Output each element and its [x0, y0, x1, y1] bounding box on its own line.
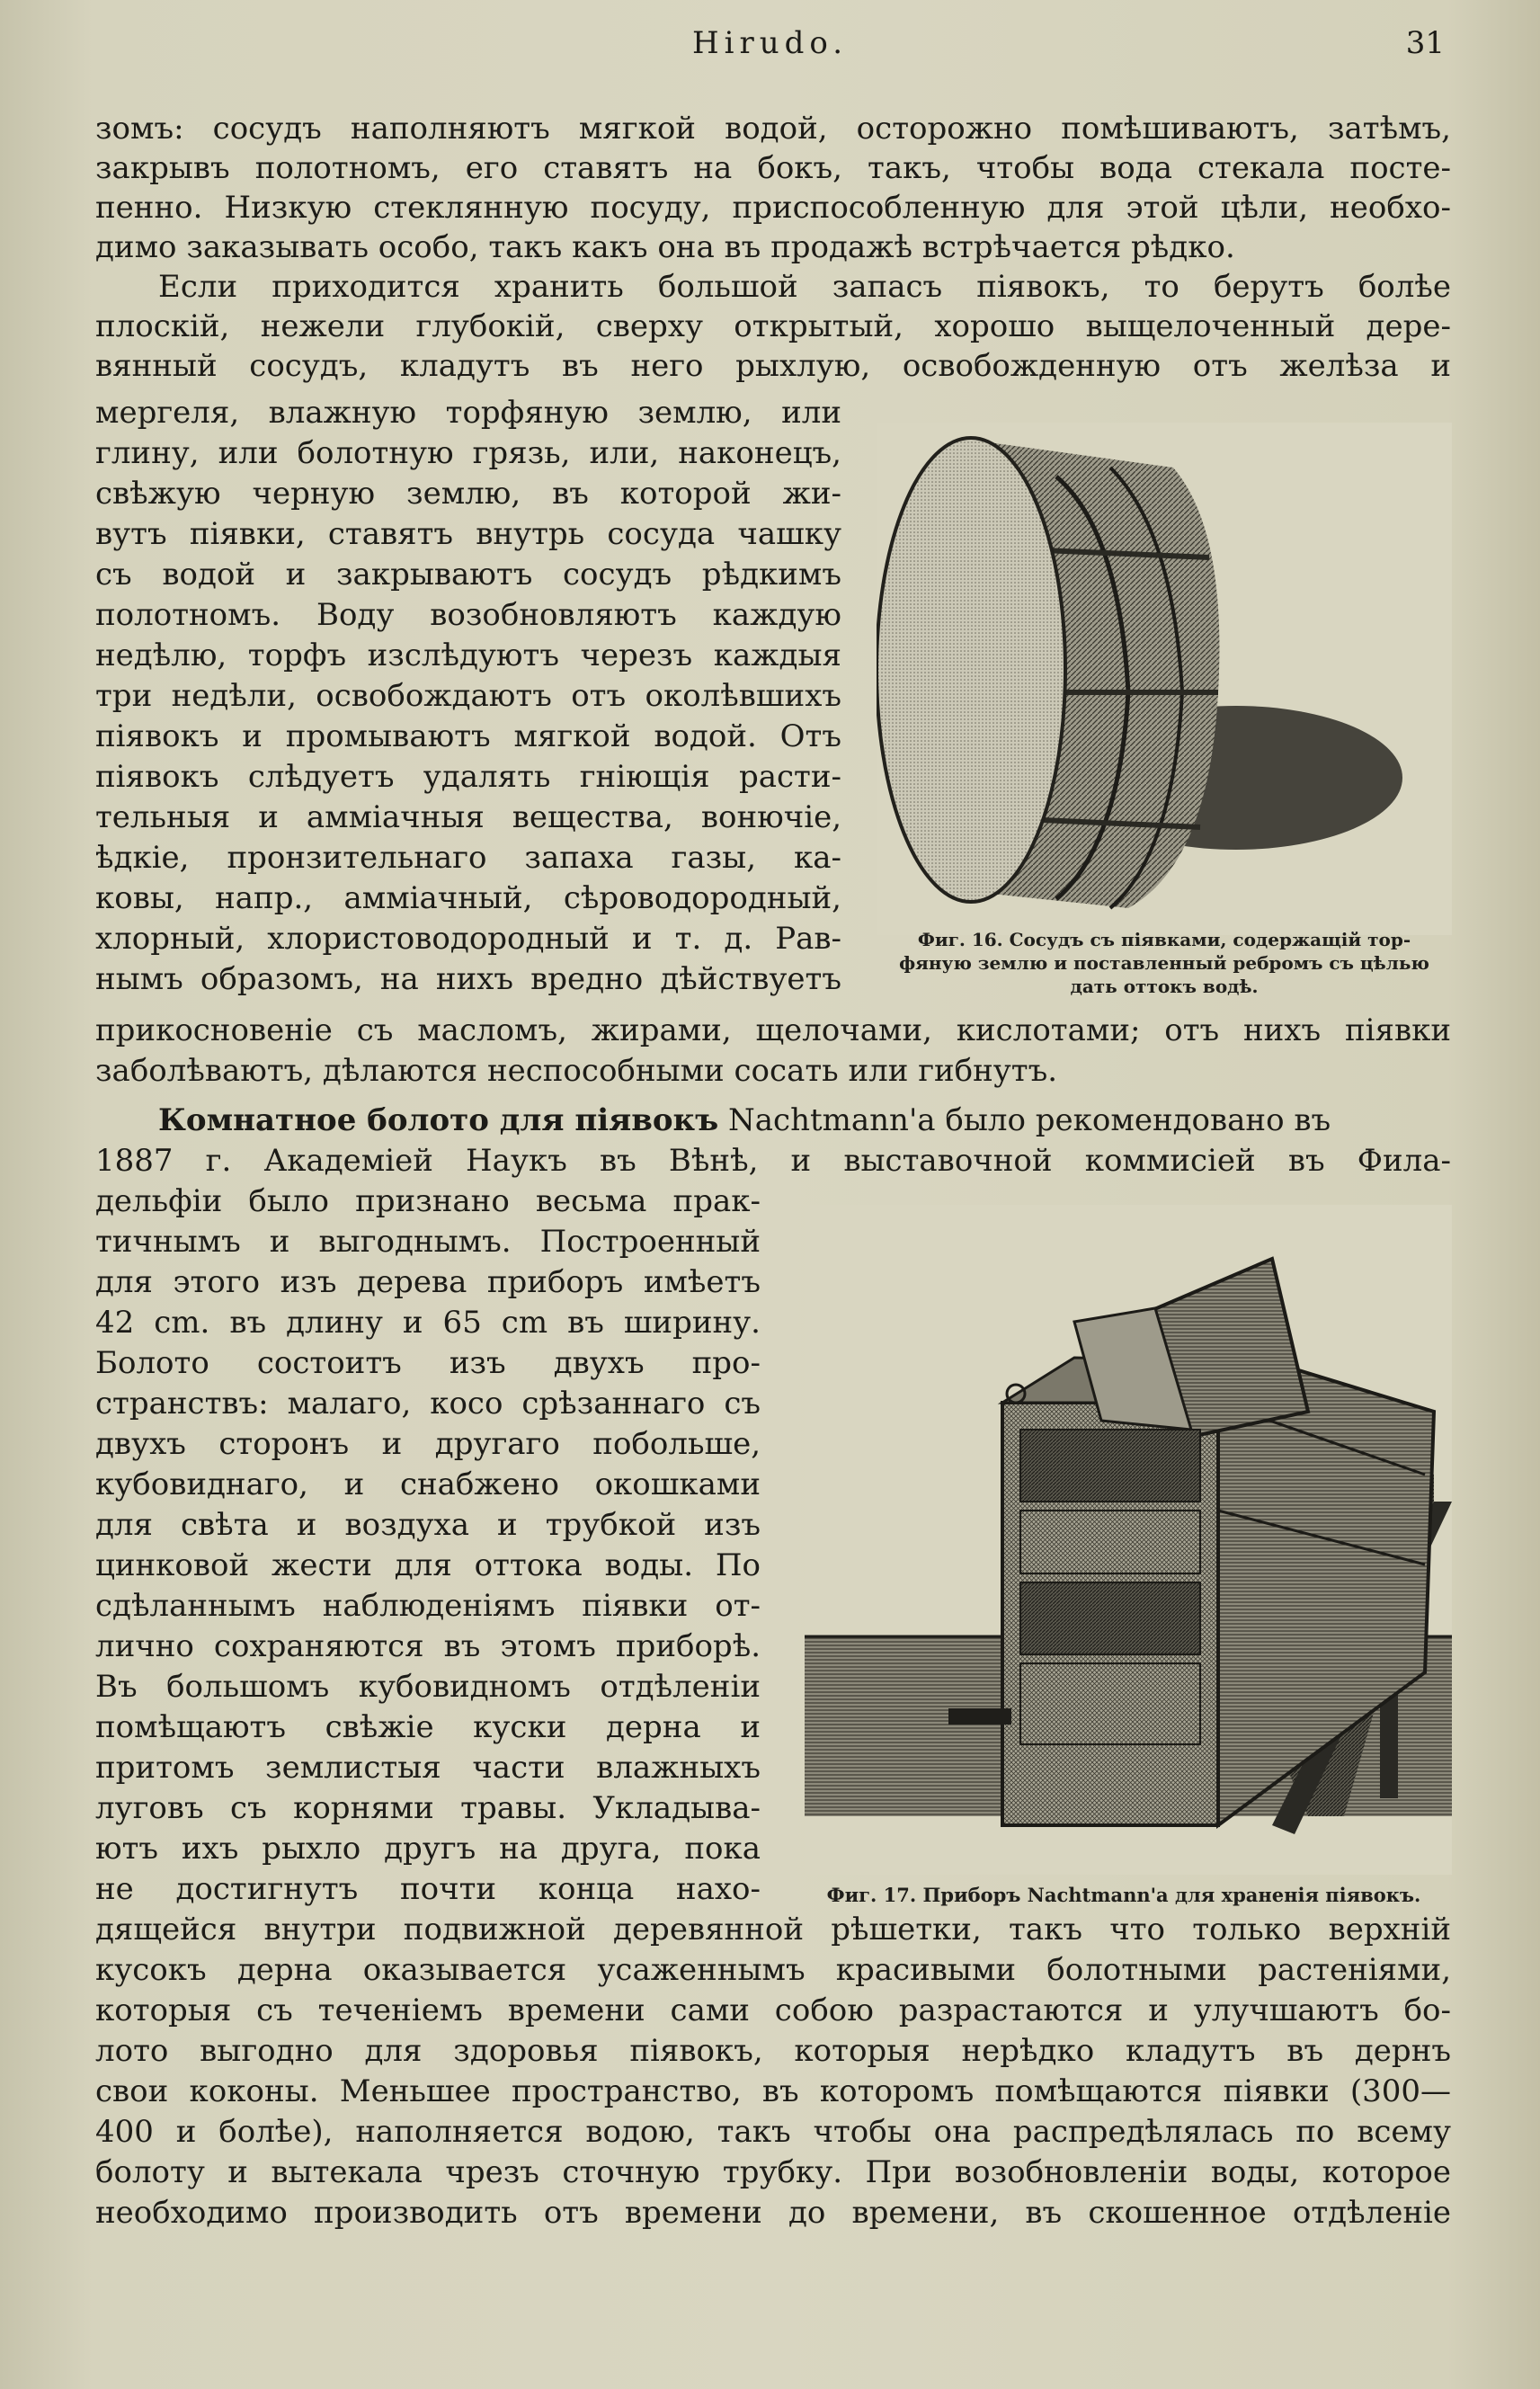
- text-line: пенно. Низкую стеклянную посуду, приспособленную для этой цѣли, необхо-: [95, 190, 1451, 226]
- text-line: которыя съ теченіемъ времени сами собою разрастаются и улучшаютъ бо-: [95, 1992, 1451, 2028]
- text-line: съ водой и закрываютъ сосудъ рѣдкимъ: [95, 557, 841, 593]
- running-head-title: Hirudo.: [691, 25, 849, 61]
- text-line: странствъ: малаго, косо срѣзаннаго съ: [95, 1386, 761, 1422]
- text-line: болоту и вытекала чрезъ сточную трубку. При возобновленіи воды, которое: [95, 2154, 1451, 2190]
- figure-17: [805, 1205, 1452, 1875]
- text-line: цинковой жести для оттока воды. По: [95, 1547, 761, 1583]
- section-line: [158, 1101, 1451, 1139]
- text-line: дящейся внутри подвижной деревянной рѣшетки, такъ что только верхній: [95, 1912, 1451, 1948]
- text-line: вянный сосудъ, кладутъ въ него рыхлую, освобожденную отъ желѣза и: [95, 348, 1451, 384]
- text-line: 42 cm. въ длину и 65 cm въ ширину.: [95, 1305, 761, 1341]
- text-line: кусокъ дерна оказывается усаженнымъ красивыми болотными растеніями,: [95, 1952, 1451, 1988]
- figure-16: [877, 423, 1452, 935]
- text-line: для свѣта и воздуха и трубкой изъ: [95, 1507, 761, 1543]
- text-line: ковы, напр., амміачный, сѣроводородный,: [95, 880, 841, 916]
- text-line: для этого изъ дерева приборъ имѣетъ: [95, 1264, 761, 1300]
- text-line: свѣжую черную землю, въ которой жи-: [95, 476, 841, 512]
- text-line: лично сохраняются въ этомъ приборѣ.: [95, 1628, 761, 1664]
- text-line: заболѣваютъ, дѣлаются неспособными сосать или гибнутъ.: [95, 1053, 1058, 1089]
- text-line: необходимо производить отъ времени до времени, въ скошенное отдѣленіе: [95, 2195, 1451, 2231]
- text-line: 1887 г. Академіей Наукъ въ Вѣнѣ, и выставочной коммисіей въ Фила-: [95, 1143, 1451, 1179]
- figure-16-caption-line-3: дать оттокъ водѣ.: [1070, 976, 1259, 997]
- text-line: дельфіи было признано весьма прак-: [95, 1183, 761, 1219]
- text-line: мергеля, влажную торфяную землю, или: [95, 395, 841, 431]
- text-line: помѣщаютъ свѣжіе куски дерна и: [95, 1709, 761, 1745]
- text-line: вутъ піявки, ставятъ внутрь сосуда чашку: [95, 516, 841, 552]
- text-line: нымъ образомъ, на нихъ вредно дѣйствуетъ: [95, 961, 841, 997]
- text-line: ютъ ихъ рыхло другъ на друга, пока: [95, 1831, 761, 1867]
- nachtmann-apparatus-illustration: [805, 1205, 1452, 1875]
- text-line: полотномъ. Воду возобновляютъ каждую: [95, 597, 841, 633]
- figure-16-caption-line-2: фяную землю и поставленный ребромъ съ цѣлью: [899, 952, 1429, 974]
- text-line: луговъ съ корнями травы. Укладыва-: [95, 1790, 761, 1826]
- text-line: закрывъ полотномъ, его ставятъ на бокъ, такъ, чтобы вода стекала посте-: [95, 150, 1451, 186]
- text-line: димо заказывать особо, такъ какъ она въ продажѣ встрѣчается рѣдко.: [95, 229, 1235, 265]
- text-line: недѣлю, торфъ изслѣдуютъ черезъ каждыя: [95, 637, 841, 673]
- text-line: плоскій, нежели глубокій, сверху открытый, хорошо выщелоченный дере-: [95, 308, 1451, 344]
- text-line: тельныя и амміачныя вещества, вонючіе,: [95, 799, 841, 835]
- text-line: глину, или болотную грязь, или, наконецъ,: [95, 435, 841, 471]
- leech-vessel-illustration: [877, 423, 1452, 935]
- section-heading-continuation: Nachtmann'a было рекомендовано въ: [728, 1102, 1331, 1138]
- page-number: 31: [1405, 25, 1445, 61]
- text-line: свои коконы. Меньшее пространство, въ которомъ помѣщаются піявки (300—: [95, 2073, 1451, 2109]
- text-line: ѣдкіе, пронзительнаго запаха газы, ка-: [95, 840, 841, 876]
- text-line: хлорный, хлористоводородный и т. д. Рав-: [95, 921, 841, 957]
- text-line: сдѣланнымъ наблюденіямъ піявки от-: [95, 1588, 761, 1624]
- text-line: Болото состоитъ изъ двухъ про-: [95, 1345, 761, 1381]
- text-line: піявокъ и промываютъ мягкой водой. Отъ: [95, 718, 841, 754]
- text-line: прикосновеніе съ масломъ, жирами, щелочами, кислотами; отъ нихъ піявки: [95, 1012, 1451, 1048]
- figure-16-caption-line-1: Фиг. 16. Сосудъ съ піявками, содержащій тор-: [917, 929, 1411, 950]
- text-line: двухъ сторонъ и другаго побольше,: [95, 1426, 761, 1462]
- section-heading: Комнатное болото для піявокъ: [158, 1102, 719, 1138]
- text-line: 400 и болѣе), наполняется водою, такъ чтобы она распредѣлялась по всему: [95, 2114, 1451, 2150]
- text-line: Если приходится хранить большой запасъ піявокъ, то берутъ болѣе: [158, 269, 1451, 305]
- text-line: кубовиднаго, и снабжено окошками: [95, 1466, 761, 1502]
- text-line: три недѣли, освобождаютъ отъ околѣвшихъ: [95, 678, 841, 714]
- text-line: притомъ землистыя части влажныхъ: [95, 1750, 761, 1786]
- text-line: тичнымъ и выгоднымъ. Построенный: [95, 1224, 761, 1260]
- text-line: лото выгодно для здоровья піявокъ, которыя нерѣдко кладутъ въ дернъ: [95, 2033, 1451, 2069]
- text-line: зомъ: сосудъ наполняютъ мягкой водой, осторожно помѣшиваютъ, затѣмъ,: [95, 111, 1451, 147]
- figure-17-caption: Фиг. 17. Приборъ Nachtmann'a для храненія піявокъ.: [826, 1884, 1421, 1906]
- text-line: Въ большомъ кубовидномъ отдѣленіи: [95, 1669, 761, 1705]
- text-line: не достигнутъ почти конца нахо-: [95, 1871, 761, 1907]
- text-line: піявокъ слѣдуетъ удалять гніющія расти-: [95, 759, 841, 795]
